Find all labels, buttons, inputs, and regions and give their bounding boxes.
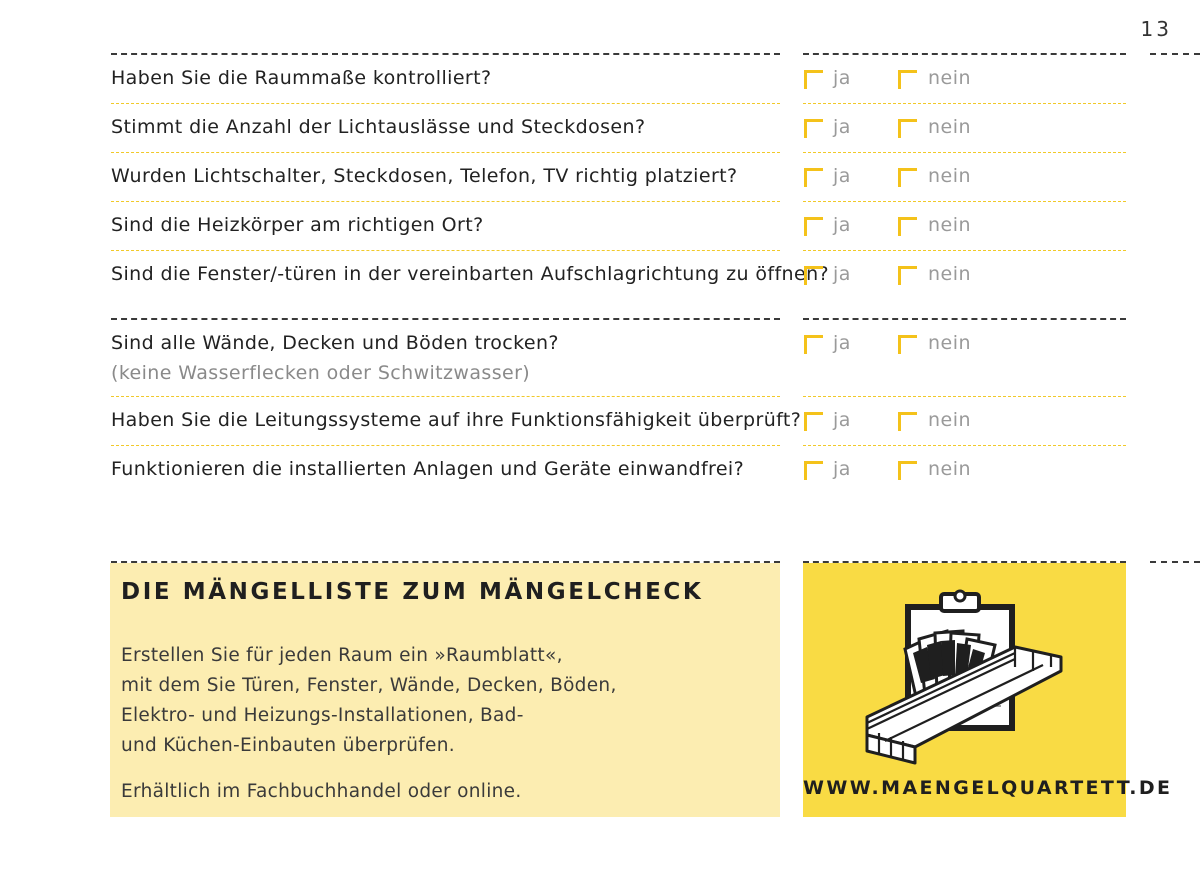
question-main: Sind alle Wände, Decken und Böden trocken? (111, 332, 559, 354)
question-text (111, 332, 559, 384)
row-divider-left (111, 201, 780, 202)
checkbox-yes[interactable] (804, 168, 823, 187)
question-text: Stimmt die Anzahl der Lichtauslässe und Steckdosen? (111, 116, 646, 138)
checkbox-no[interactable] (898, 335, 917, 354)
row-divider-left (111, 250, 780, 251)
section-rule-margin-3 (1150, 561, 1200, 563)
question-text: Sind die Heizkörper am richtigen Ort? (111, 214, 484, 236)
checkbox-no[interactable] (898, 412, 917, 431)
checkbox-yes[interactable] (804, 412, 823, 431)
option-yes-label: ja (833, 165, 851, 187)
question-text: Funktionieren die installierten Anlagen und Geräte einwandfrei? (111, 458, 745, 480)
option-no-label: nein (928, 214, 972, 236)
checkbox-yes[interactable] (804, 266, 823, 285)
question-text: Sind die Fenster/-türen in der vereinbarten Aufschlagrichtung zu öffnen? (111, 263, 829, 285)
option-no-label: nein (928, 67, 972, 89)
checkbox-no[interactable] (898, 266, 917, 285)
option-no-label: nein (928, 116, 972, 138)
checkbox-no[interactable] (898, 70, 917, 89)
question-text: Wurden Lichtschalter, Steckdosen, Telefon, TV richtig platziert? (111, 165, 738, 187)
promo-paragraph (121, 641, 761, 761)
option-no-label: nein (928, 165, 972, 187)
checkbox-no[interactable] (898, 168, 917, 187)
row-divider-right (803, 396, 1126, 397)
row-divider-left (111, 103, 780, 104)
checkbox-no[interactable] (898, 217, 917, 236)
promo-line: und Küchen-Einbauten überprüfen. (121, 735, 455, 756)
option-no-label: nein (928, 458, 972, 480)
checkbox-yes[interactable] (804, 217, 823, 236)
website-url[interactable]: WWW.MAENGELQUARTETT.DE (803, 777, 1173, 799)
option-yes-label: ja (833, 214, 851, 236)
section-rule-left-2 (111, 318, 780, 320)
option-yes-label: ja (833, 67, 851, 89)
row-divider-left (111, 152, 780, 153)
checkbox-yes[interactable] (804, 70, 823, 89)
promo-line: Erstellen Sie für jeden Raum ein »Raumblatt«, (121, 645, 563, 666)
row-divider-right (803, 201, 1126, 202)
option-no-label: nein (928, 332, 972, 354)
section-rule-right-2 (803, 318, 1126, 320)
section-rule-left (111, 53, 780, 55)
question-note: (keine Wasserflecken oder Schwitzwasser) (111, 362, 531, 384)
section-rule-right (803, 53, 1126, 55)
row-divider-left (111, 445, 780, 446)
promo-box (110, 563, 780, 817)
row-divider-left (111, 396, 780, 397)
option-yes-label: ja (833, 116, 851, 138)
option-no-label: nein (928, 409, 972, 431)
question-text: Haben Sie die Raummaße kontrolliert? (111, 67, 492, 89)
option-yes-label: ja (833, 263, 851, 285)
row-divider-right (803, 250, 1126, 251)
option-yes-label: ja (833, 458, 851, 480)
checkbox-yes[interactable] (804, 335, 823, 354)
promo-line: mit dem Sie Türen, Fenster, Wände, Decken, Böden, (121, 675, 617, 696)
option-no-label: nein (928, 263, 972, 285)
checkbox-no[interactable] (898, 461, 917, 480)
promo-line: Elektro- und Heizungs-Installationen, Bad- (121, 705, 524, 726)
promo-title: DIE MÄNGELLISTE ZUM MÄNGELCHECK (121, 579, 704, 605)
page-number: 13 (1140, 17, 1172, 41)
checkbox-yes[interactable] (804, 119, 823, 138)
section-rule-margin (1150, 53, 1200, 55)
row-divider-right (803, 103, 1126, 104)
row-divider-right (803, 445, 1126, 446)
option-yes-label: ja (833, 409, 851, 431)
option-yes-label: ja (833, 332, 851, 354)
promo-body (121, 641, 761, 807)
promo-availability: Erhältlich im Fachbuchhandel oder online. (121, 781, 522, 802)
row-divider-right (803, 152, 1126, 153)
question-text: Haben Sie die Leitungssysteme auf ihre Funktionsfähigkeit überprüft? (111, 409, 802, 431)
checkbox-no[interactable] (898, 119, 917, 138)
checkbox-yes[interactable] (804, 461, 823, 480)
clipboard-cards-folding-ruler-icon (855, 587, 1067, 767)
logo-box (803, 563, 1173, 817)
